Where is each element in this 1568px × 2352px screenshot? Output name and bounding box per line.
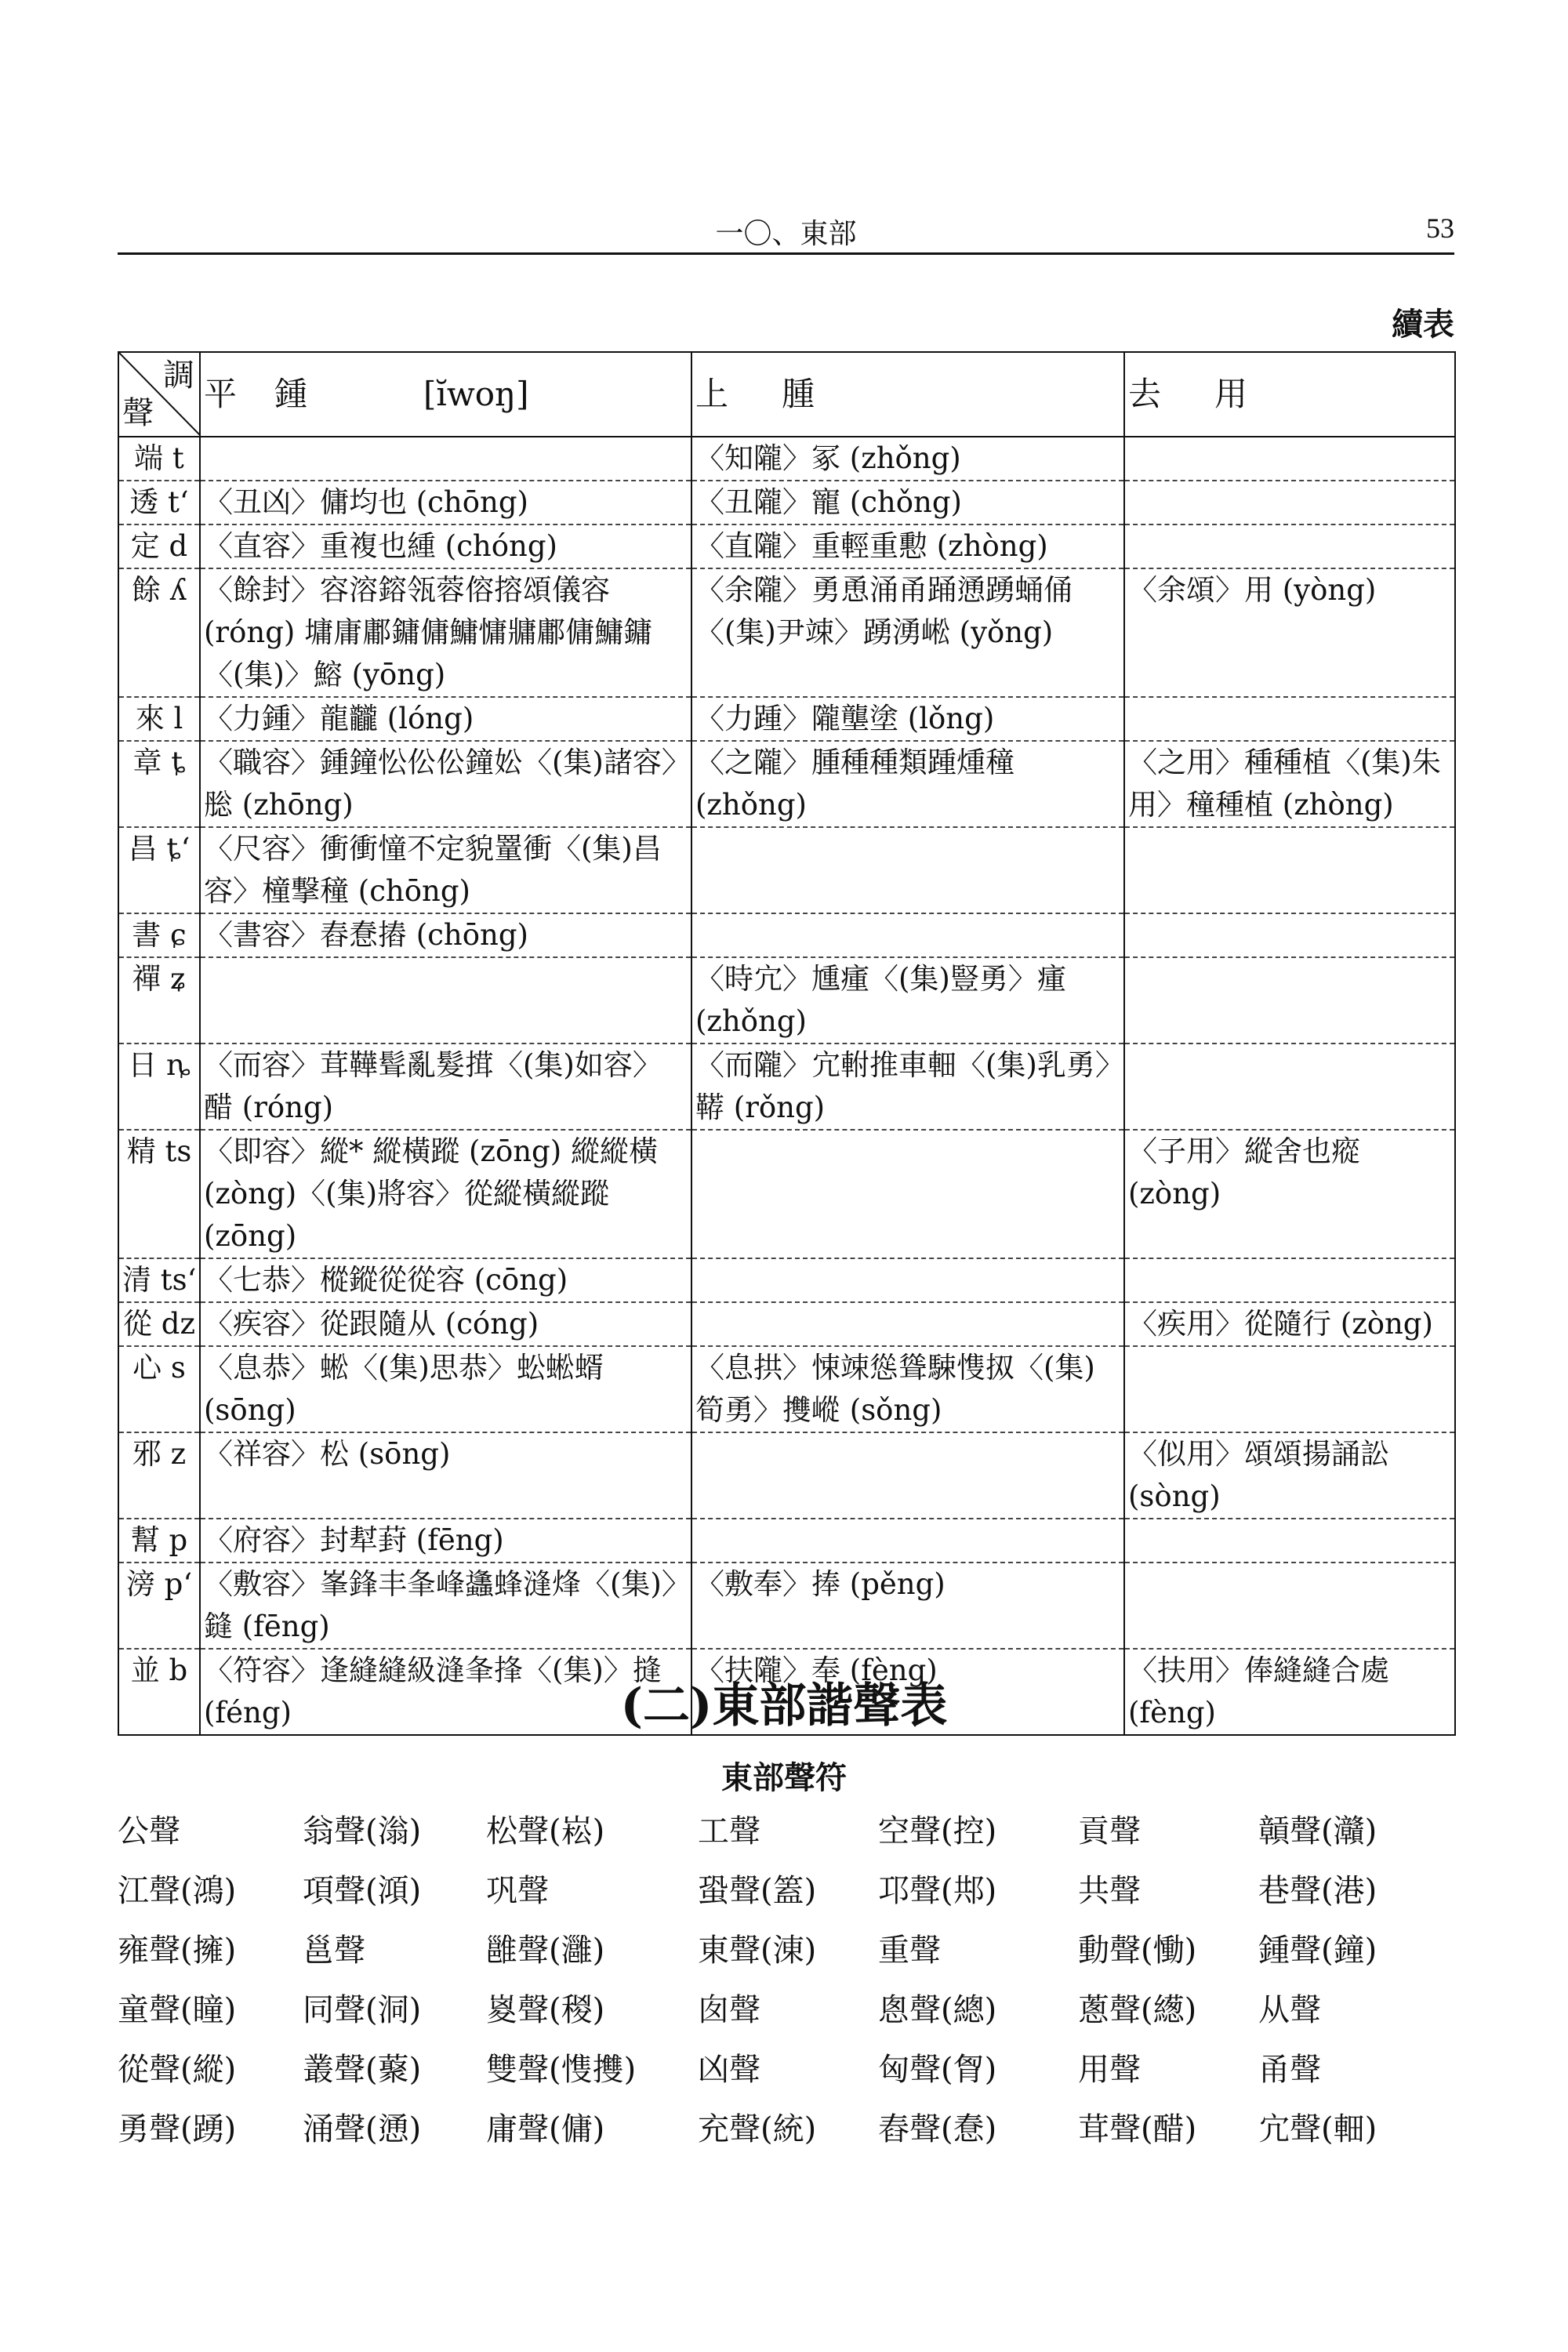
rising-tone-cell: 〈而隴〉宂軵推車䡒〈(集)乳勇〉鞯 (rǒng)	[691, 1044, 1124, 1130]
initial-cell: 餘 ʎ	[118, 568, 200, 697]
phonetic-series-item: 悤聲(總)	[878, 1992, 997, 2028]
phonetic-series-item: 勇聲(踴)	[118, 2111, 237, 2147]
level-tone-cell: 〈丑凶〉傭均也 (chōng)	[200, 481, 691, 524]
table-row	[118, 481, 1455, 524]
departing-tone-cell: 〈似用〉頌頌揚誦訟 (sòng)	[1124, 1432, 1455, 1519]
series-row	[118, 1985, 1466, 2045]
level-tone-cell: 〈餘封〉容溶鎔瓴蓉傛搈頌儀容 (róng) 墉庸鄘鏞傭鱅慵牅鄘傭鱅鏞〈(集)〉鰫 (yōng)	[200, 568, 691, 697]
initial-cell: 日 ȵ	[118, 1044, 200, 1130]
rising-tone-cell	[691, 1519, 1124, 1563]
table-row	[118, 524, 1455, 568]
level-tone-cell: 〈尺容〉衝衝憧不定貌罿衝〈(集)昌容〉橦撃穜 (chōng)	[200, 827, 691, 913]
running-head	[118, 205, 1454, 255]
initial-cell: 透 tʻ	[118, 481, 200, 524]
table-row	[118, 1432, 1455, 1519]
series-row	[118, 1926, 1466, 1985]
table-row	[118, 827, 1455, 913]
rising-tone-cell	[691, 1302, 1124, 1346]
phonetic-series-grid	[118, 1806, 1466, 2164]
corner-cell	[118, 352, 200, 437]
header-shang-rhyme: 腫	[782, 375, 815, 413]
rising-tone-cell: 〈直隴〉重輕重憅 (zhòng)	[691, 524, 1124, 568]
table-row	[118, 1346, 1455, 1432]
departing-tone-cell: 〈疾用〉從隨行 (zòng)	[1124, 1302, 1455, 1346]
rising-tone-cell	[691, 1130, 1124, 1258]
header-qu-rhyme: 用	[1214, 375, 1248, 413]
initial-cell: 禪 ʑ	[118, 957, 200, 1044]
series-row	[118, 1866, 1466, 1926]
rising-tone-cell: 〈余隴〉勇恿涌甬踊慂踴蛹俑〈(集)尹竦〉踴湧㟣 (yǒng)	[691, 568, 1124, 697]
level-tone-cell: 〈祥容〉松 (sōng)	[200, 1432, 691, 1519]
header-qu-tone: 去	[1128, 375, 1162, 413]
continued-label: 續表	[1392, 306, 1454, 343]
level-tone-cell: 〈疾容〉從跟隨从 (cóng)	[200, 1302, 691, 1346]
initial-cell: 精 ts	[118, 1130, 200, 1258]
phonetic-series-item: 空聲(控)	[878, 1813, 997, 1849]
phonetic-series-item: 邛聲(䢼)	[878, 1873, 997, 1909]
initial-cell: 來 l	[118, 697, 200, 741]
table-row	[118, 1258, 1455, 1302]
initial-cell: 章 ȶ	[118, 741, 200, 827]
phonetic-series-item: 項聲(澒)	[303, 1873, 422, 1909]
departing-tone-cell	[1124, 1563, 1455, 1649]
phonetic-series-item: 翁聲(滃)	[303, 1813, 422, 1849]
departing-tone-cell	[1124, 481, 1455, 524]
level-tone-cell: 〈職容〉鍾鐘忪伀伀鐘妐〈(集)諸容〉㥖 (zhōng)	[200, 741, 691, 827]
rising-tone-cell	[691, 827, 1124, 913]
rising-tone-cell: 〈扶隴〉奉 (fèng)	[691, 1649, 1124, 1735]
phonetic-series-item: 叢聲(藂)	[303, 2052, 422, 2088]
initial-cell: 昌 ȶʻ	[118, 827, 200, 913]
phonetic-series-item: 鍾聲(鐘)	[1258, 1933, 1377, 1969]
table-row	[118, 1130, 1455, 1258]
initial-cell: 滂 pʻ	[118, 1563, 200, 1649]
initial-cell: 清 tsʻ	[118, 1258, 200, 1302]
departing-tone-cell	[1124, 957, 1455, 1044]
initial-cell: 從 dz	[118, 1302, 200, 1346]
phonetic-series-item: 匈聲(胷)	[878, 2052, 997, 2088]
rising-tone-cell: 〈力踵〉隴壟塗 (lǒng)	[691, 697, 1124, 741]
phonetic-series-item: 同聲(洞)	[303, 1992, 422, 2028]
phonetic-series-item: 从聲	[1258, 1992, 1321, 2028]
table-header-row	[118, 352, 1455, 437]
phonetic-series-item: 邕聲	[303, 1933, 365, 1969]
table-row	[118, 568, 1455, 697]
initial-cell: 邪 z	[118, 1432, 200, 1519]
rising-tone-cell: 〈敷奉〉捧 (pěng)	[691, 1563, 1124, 1649]
rising-tone-cell: 〈丑隴〉寵 (chǒng)	[691, 481, 1124, 524]
phonetic-series-item: 共聲	[1078, 1873, 1141, 1909]
table-row	[118, 1563, 1455, 1649]
phonetic-series-item: 蛩聲(篕)	[698, 1873, 817, 1909]
departing-tone-cell: 〈余頌〉用 (yòng)	[1124, 568, 1455, 697]
departing-tone-cell	[1124, 524, 1455, 568]
rising-tone-cell: 〈知隴〉冢 (zhǒng)	[691, 437, 1124, 481]
header-ping-rhyme: 鍾	[274, 375, 308, 413]
departing-tone-cell: 〈扶用〉俸縫縫合處 (fèng)	[1124, 1649, 1455, 1735]
series-row	[118, 2104, 1466, 2164]
series-row	[118, 2045, 1466, 2104]
rising-tone-cell	[691, 1258, 1124, 1302]
phonetic-series-item: 涌聲(慂)	[303, 2111, 422, 2147]
departing-tone-cell	[1124, 827, 1455, 913]
phonetic-series-item: 童聲(瞳)	[118, 1992, 237, 2028]
level-tone-cell: 〈力鍾〉龍龖 (lóng)	[200, 697, 691, 741]
table-row	[118, 1302, 1455, 1346]
departing-tone-cell	[1124, 913, 1455, 957]
departing-tone-cell	[1124, 697, 1455, 741]
rising-tone-cell: 〈之隴〉腫種種類踵煄穜 (zhǒng)	[691, 741, 1124, 827]
phonetic-series-item: 江聲(鴻)	[118, 1873, 237, 1909]
phonetic-series-item: 重聲	[878, 1933, 941, 1969]
departing-tone-cell	[1124, 1519, 1455, 1563]
corner-tone-label: 調	[163, 358, 194, 394]
phonetic-series-item: 東聲(涷)	[698, 1933, 817, 1969]
rising-tone-cell: 〈息拱〉悚竦慫聳駷愯㧐〈(集)筍勇〉㩳嵷 (sǒng)	[691, 1346, 1124, 1432]
departing-tone-cell	[1124, 1044, 1455, 1130]
phonetic-series-item: 工聲	[698, 1813, 760, 1849]
level-tone-cell: 〈直容〉重複也緟 (chóng)	[200, 524, 691, 568]
phonetic-series-item: 用聲	[1078, 2052, 1141, 2088]
level-tone-cell	[200, 957, 691, 1044]
phonetic-series-item: 嵏聲(稯)	[486, 1992, 605, 2028]
initial-cell: 心 s	[118, 1346, 200, 1432]
departing-tone-cell: 〈子用〉縱舍也瘲 (zòng)	[1124, 1130, 1455, 1258]
phonetic-series-item: 甬聲	[1258, 2052, 1321, 2088]
level-tone-cell	[200, 437, 691, 481]
header-shang	[691, 352, 1124, 437]
phonetic-series-item: 公聲	[118, 1813, 180, 1849]
phonetic-series-item: 庸聲(傭)	[486, 2111, 605, 2147]
phonetic-series-item: 貢聲	[1078, 1813, 1141, 1849]
phonetic-series-item: 宂聲(䡒)	[1258, 2111, 1377, 2147]
phonetic-series-item: 巷聲(港)	[1258, 1873, 1377, 1909]
table-row	[118, 913, 1455, 957]
table-row	[118, 1519, 1455, 1563]
header-shang-tone: 上	[695, 375, 729, 413]
corner-initial-label: 聲	[122, 395, 154, 431]
initial-cell: 端 t	[118, 437, 200, 481]
phonetic-series-item: 巩聲	[486, 1873, 549, 1909]
phonetic-series-item: 雙聲(愯㩳)	[486, 2052, 637, 2088]
header-ping-reading: [ĭwoŋ]	[423, 375, 529, 413]
level-tone-cell: 〈符容〉逢縫縫級漨夆捀〈(集)〉摓 (féng)	[200, 1649, 691, 1735]
page-number: 53	[1426, 212, 1454, 244]
initials-tones-table	[118, 351, 1456, 1736]
phonetic-series-item: 凶聲	[698, 2052, 760, 2088]
departing-tone-cell	[1124, 1258, 1455, 1302]
section-title: (二)東部諧聲表	[620, 1679, 948, 1733]
series-row	[118, 1806, 1466, 1866]
level-tone-cell: 〈即容〉縱* 縱橫蹤 (zōng) 縱縱橫 (zòng)〈(集)將容〉從縱橫縱蹤 (zōng)	[200, 1130, 691, 1258]
header-qu	[1124, 352, 1455, 437]
table-row	[118, 741, 1455, 827]
table-row	[118, 437, 1455, 481]
departing-tone-cell	[1124, 1346, 1455, 1432]
table-row	[118, 1044, 1455, 1130]
initial-cell: 書 ɕ	[118, 913, 200, 957]
level-tone-cell: 〈書容〉舂惷摏 (chōng)	[200, 913, 691, 957]
phonetic-series-item: 雍聲(擁)	[118, 1933, 237, 1969]
initial-cell: 並 b	[118, 1649, 200, 1735]
phonetic-series-item: 茸聲(醋)	[1078, 2111, 1197, 2147]
phonetic-series-item: 贑聲(灨)	[1258, 1813, 1377, 1849]
level-tone-cell: 〈息恭〉蜙〈(集)思恭〉蚣蜙蝑 (sōng)	[200, 1346, 691, 1432]
table-row	[118, 957, 1455, 1044]
rising-tone-cell	[691, 913, 1124, 957]
chapter-title: 一〇、東部	[715, 218, 857, 250]
phonetic-series-item: 舂聲(惷)	[878, 2111, 997, 2147]
departing-tone-cell	[1124, 437, 1455, 481]
rising-tone-cell: 〈時宂〉尰瘇〈(集)豎勇〉瘇 (zhǒng)	[691, 957, 1124, 1044]
section-subtitle: 東部聲符	[721, 1759, 847, 1796]
header-ping-tone: 平	[204, 375, 238, 413]
phonetic-series-item: 充聲(統)	[698, 2111, 817, 2147]
phonetic-series-item: 蔥聲(繱)	[1078, 1992, 1197, 2028]
level-tone-cell: 〈七恭〉樅鏦從從容 (cōng)	[200, 1258, 691, 1302]
table-row	[118, 697, 1455, 741]
phonetic-series-item: 雝聲(灉)	[486, 1933, 605, 1969]
initial-cell: 幫 p	[118, 1519, 200, 1563]
departing-tone-cell: 〈之用〉種種植〈(集)朱用〉穜種植 (zhòng)	[1124, 741, 1455, 827]
header-ping	[200, 352, 691, 437]
level-tone-cell: 〈府容〉封犎葑 (fēng)	[200, 1519, 691, 1563]
level-tone-cell: 〈敷容〉峯鋒丰夆峰蠭蜂漨烽〈(集)〉鏠 (fēng)	[200, 1563, 691, 1649]
phonetic-series-item: 囱聲	[698, 1992, 760, 2028]
rising-tone-cell	[691, 1432, 1124, 1519]
level-tone-cell: 〈而容〉茸鞾髶亂髮搑〈(集)如容〉醋 (róng)	[200, 1044, 691, 1130]
phonetic-series-item: 從聲(縱)	[118, 2052, 237, 2088]
phonetic-series-item: 動聲(慟)	[1078, 1933, 1197, 1969]
initial-cell: 定 d	[118, 524, 200, 568]
phonetic-series-item: 松聲(崧)	[486, 1813, 605, 1849]
